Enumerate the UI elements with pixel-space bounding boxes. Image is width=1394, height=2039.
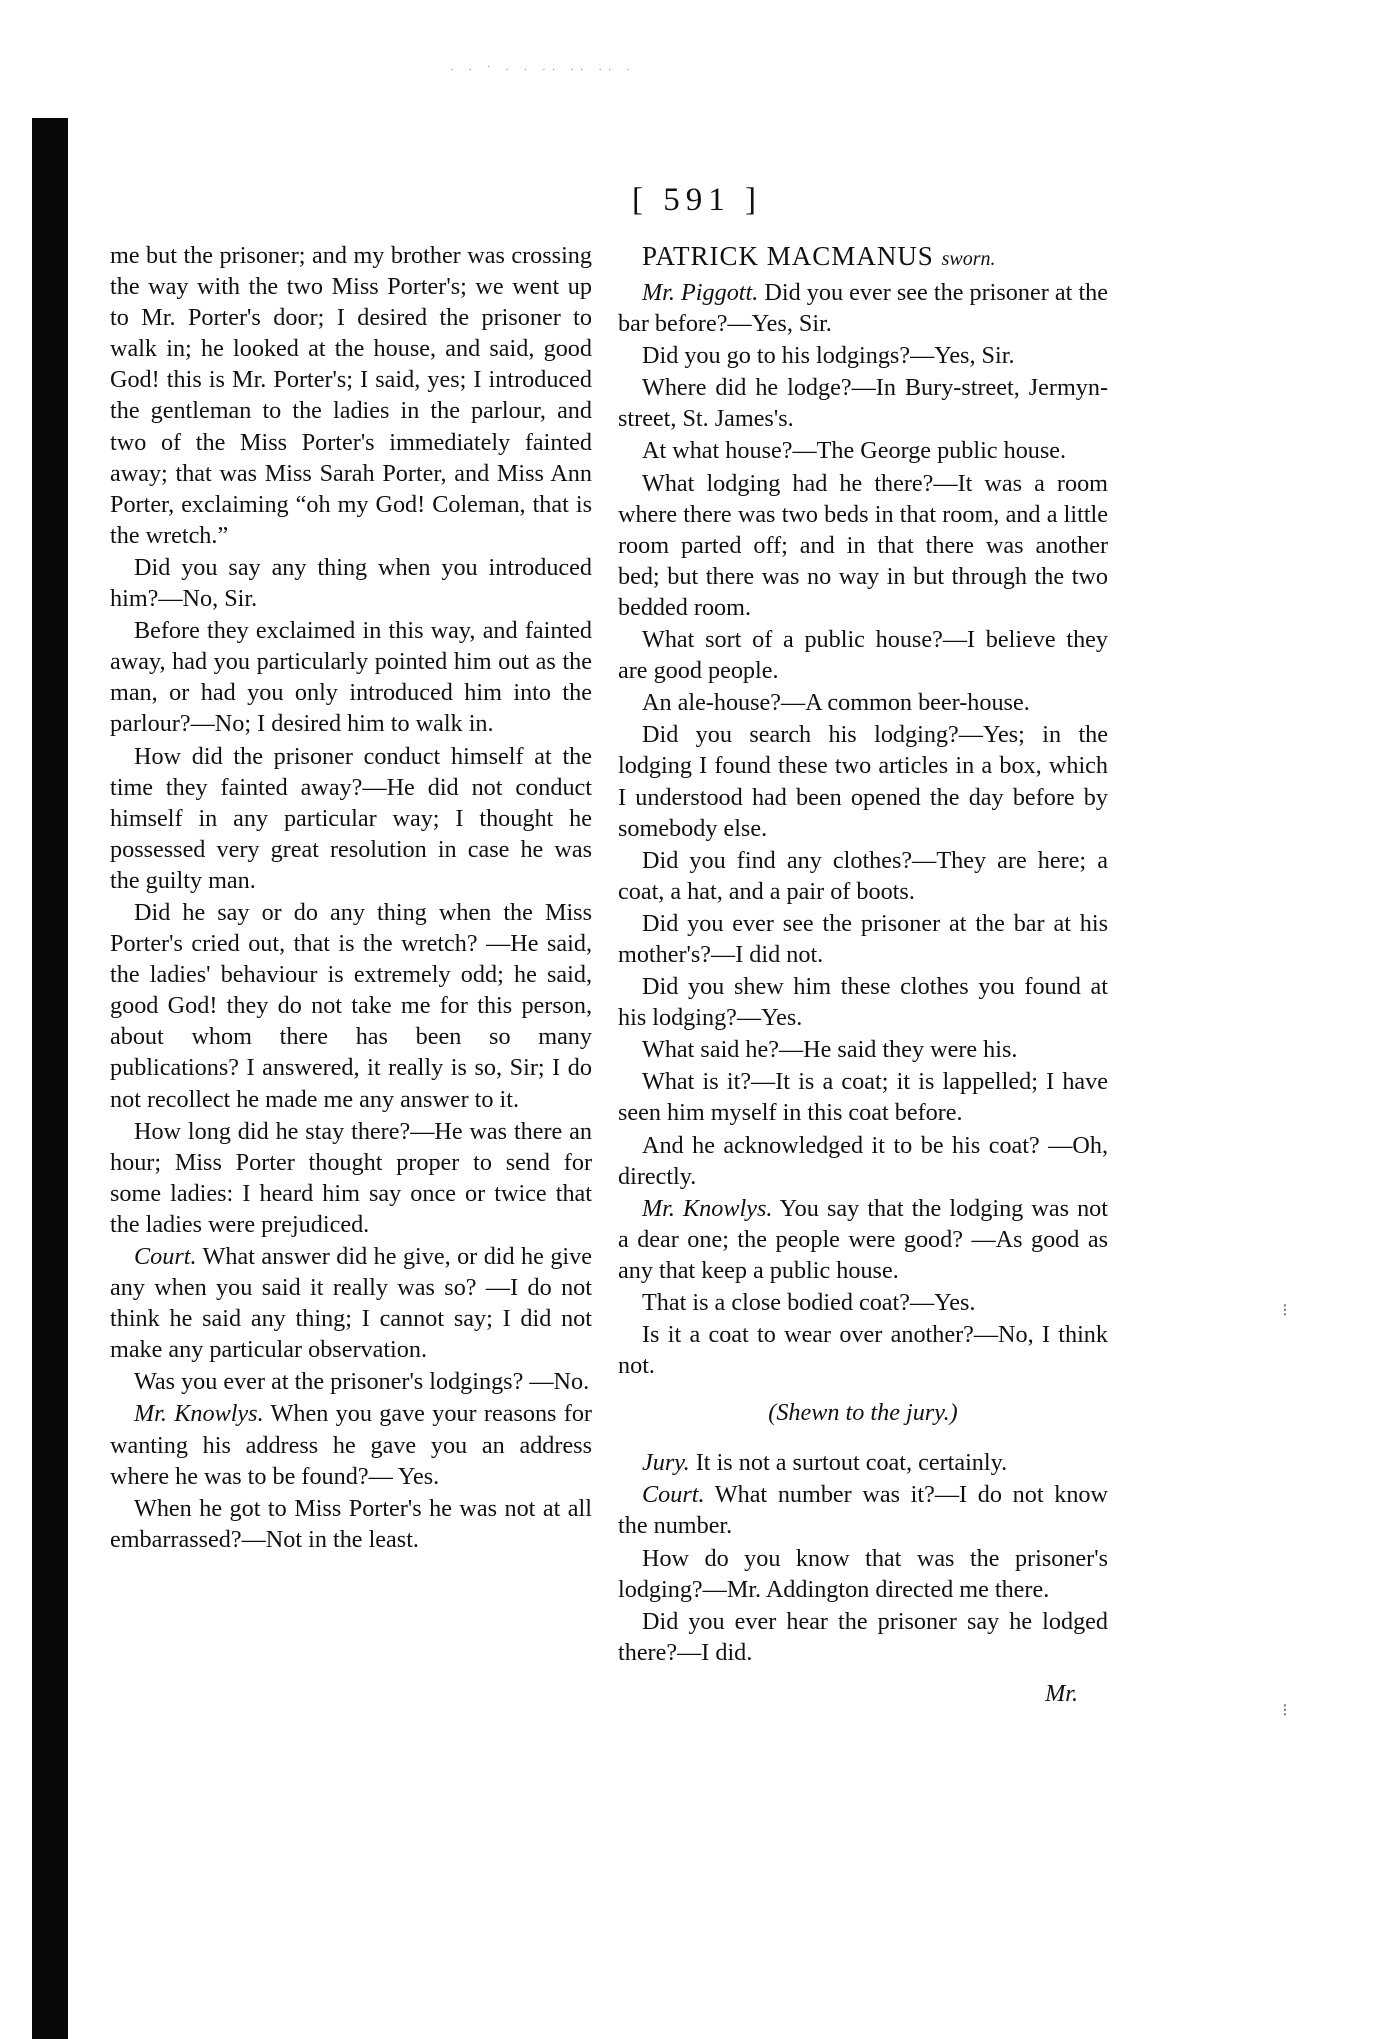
stage-direction: (Shewn to the jury.) [768,1399,958,1427]
faint-top-marks: · · ˙ · · ·· ·· ·· · [450,64,636,76]
speaker-label: Jury. [642,1449,690,1477]
witness-heading [642,240,1108,275]
paragraph-text: That is a close bodied coat?—Yes. [642,1289,976,1316]
paragraph-text: me but the prisoner; and my brother was crossing the way with the two Miss Porter's; we went up to Mr. Porter's door; I desired the prisoner to walk in; he looked at the house, and said, good God! this is Mr. Porter's; I said, yes; I introduced the gentleman to the ladies in the parlour, and two of the Miss Porter's immediately fainted away; that was Miss Sarah Porter, and Miss Ann Porter, exclaiming “oh my God! Coleman, that is the wretch.” [110,242,592,549]
paragraph-text: Where did he lodge?—In Bury-street, Jermyn-street, St. James's. [618,374,1108,433]
page-number: [ 591 ] [632,182,762,218]
paragraph-text: At what house?—The George public house. [642,437,1067,465]
paragraph-text: When he got to Miss Porter's he was not at all embarrassed?—Not in the least. [110,1494,592,1553]
paragraph-text: What is it?—It is a coat; it is lappelled; I have seen him myself in this coat before. [618,1068,1108,1127]
paragraph-text: Did you search his lodging?—Yes; in the lodging I found these two articles in a box, which I understood had been opened the day before by somebody else. [618,721,1108,842]
speaker-label: Court. [134,1243,197,1270]
paragraph [618,1034,1108,1065]
paragraph [618,468,1108,623]
paragraph [110,741,592,896]
paragraph [618,1447,1108,1478]
paragraph [618,435,1108,466]
paragraph-text: Did you shew him these clothes you found at his lodging?—Yes. [618,973,1108,1032]
speaker-label: Mr. Piggott. [642,279,759,306]
paragraph-text: It is not a surtout coat, certainly. [695,1449,1008,1477]
paragraph [618,1287,1108,1318]
margin-mark: ⁝ [1282,1700,1288,1720]
book-spine-edge [32,118,68,2039]
paragraph [618,719,1108,843]
paragraph-text: How long did he stay there?—He was there an hour; Miss Porter thought proper to send for some ladies: I heard him say once or twice that the ladies were prejudiced. [110,1117,592,1238]
paragraph [618,845,1108,907]
paragraph [618,624,1108,686]
paragraph [110,240,592,551]
paragraph [618,687,1108,718]
paragraph-text: Did you ever see the prisoner at the bar before?—Yes, Sir. [618,279,1108,338]
paragraph [618,908,1108,970]
paragraph-text: What sort of a public house?—I believe they are good people. [618,626,1108,685]
paragraph-text: What answer did he give, or did he give any when you said it really was so? —I do not think he said any thing; I cannot say; I did not make any particular observation. [110,1243,592,1364]
right-column [618,240,1108,1709]
witness-name: PATRICK MACMANUS [642,241,934,271]
paragraph-text: How do you know that was the prisoner's lodging?—Mr. Addington directed me there. [618,1544,1108,1603]
paragraph [618,1543,1108,1605]
paragraph-text: Did you say any thing when you introduced him?—No, Sir. [110,553,592,613]
paragraph-text: When you gave your reasons for wanting his address he gave you an address where he was to be found?— Yes. [110,1400,592,1490]
paragraph [110,1493,592,1555]
paragraph [618,277,1108,339]
paragraph [618,1479,1108,1541]
paragraph [110,897,592,1115]
paragraph-text: Is it a coat to wear over another?—No, I think not. [618,1321,1108,1380]
paragraph [618,372,1108,434]
paragraph-text: Before they exclaimed in this way, and fainted away, had you particularly pointed him out as the man, or had you only introduced him into the parlour?—No; I desired him to walk in. [110,617,592,738]
paragraph [618,1606,1108,1668]
speaker-label: Mr. Knowlys. [642,1194,773,1222]
paragraph-text: Did you ever hear the prisoner say he lodged there?—I did. [618,1607,1108,1666]
sworn-label: sworn. [941,248,996,270]
paragraph [110,1398,592,1491]
paragraph-text: Did you go to his lodgings?—Yes, Sir. [642,342,1015,370]
testimony-block-b [618,1447,1108,1668]
paragraph-text: What said he?—He said they were his. [642,1036,1018,1064]
paragraph-text: How did the prisoner conduct himself at the time they fainted away?—He did not conduct himself in any particular way; I thought he possessed very great resolution in case he was the guilty man. [110,742,592,894]
paragraph [618,340,1108,371]
paragraph [110,615,592,739]
paragraph [618,1193,1108,1286]
paragraph-text: What lodging had he there?—It was a room where there was two beds in that room, and a little room parted off; and in that there was another bed; but there was no way in but through the two bedded room. [618,469,1108,621]
paragraph-text: An ale-house?—A common beer-house. [642,689,1030,717]
paragraph [110,1366,592,1397]
margin-mark: ⁝ [1282,1300,1288,1320]
paragraph-text: You say that the lodging was not a dear one; the people were good? —As good as any that keep a public house. [618,1194,1108,1284]
speaker-label: Court. [642,1481,705,1509]
paragraph [618,1319,1108,1381]
paragraph [618,1066,1108,1128]
paragraph-text: And he acknowledged it to be his coat? —Oh, directly. [618,1131,1108,1190]
paragraph-text: Did you ever see the prisoner at the bar at his mother's?—I did not. [618,909,1108,968]
paragraph-text: Did you find any clothes?—They are here; a coat, a hat, and a pair of boots. [618,846,1108,905]
left-column [110,240,592,1556]
paragraph [618,1130,1108,1192]
paragraph-text: Was you ever at the prisoner's lodgings? —No. [134,1368,590,1396]
speaker-label: Mr. Knowlys. [134,1400,264,1428]
paragraph-text: Did he say or do any thing when the Miss Porter's cried out, that is the wretch? —He said, the ladies' behaviour is extremely odd; he said, good God! they do not take me for this person, about whom there has been so many publications? I answered, it really is so, Sir; I do not recollect he made me any answer to it. [110,898,592,1113]
paragraph [110,552,592,614]
paragraph [110,1116,592,1240]
testimony-block-a [618,277,1108,1381]
catchword: Mr. [1045,1679,1078,1707]
paragraph-text: What number was it?—I do not know the number. [618,1481,1108,1540]
paragraph [110,1241,592,1365]
paragraph [618,971,1108,1033]
